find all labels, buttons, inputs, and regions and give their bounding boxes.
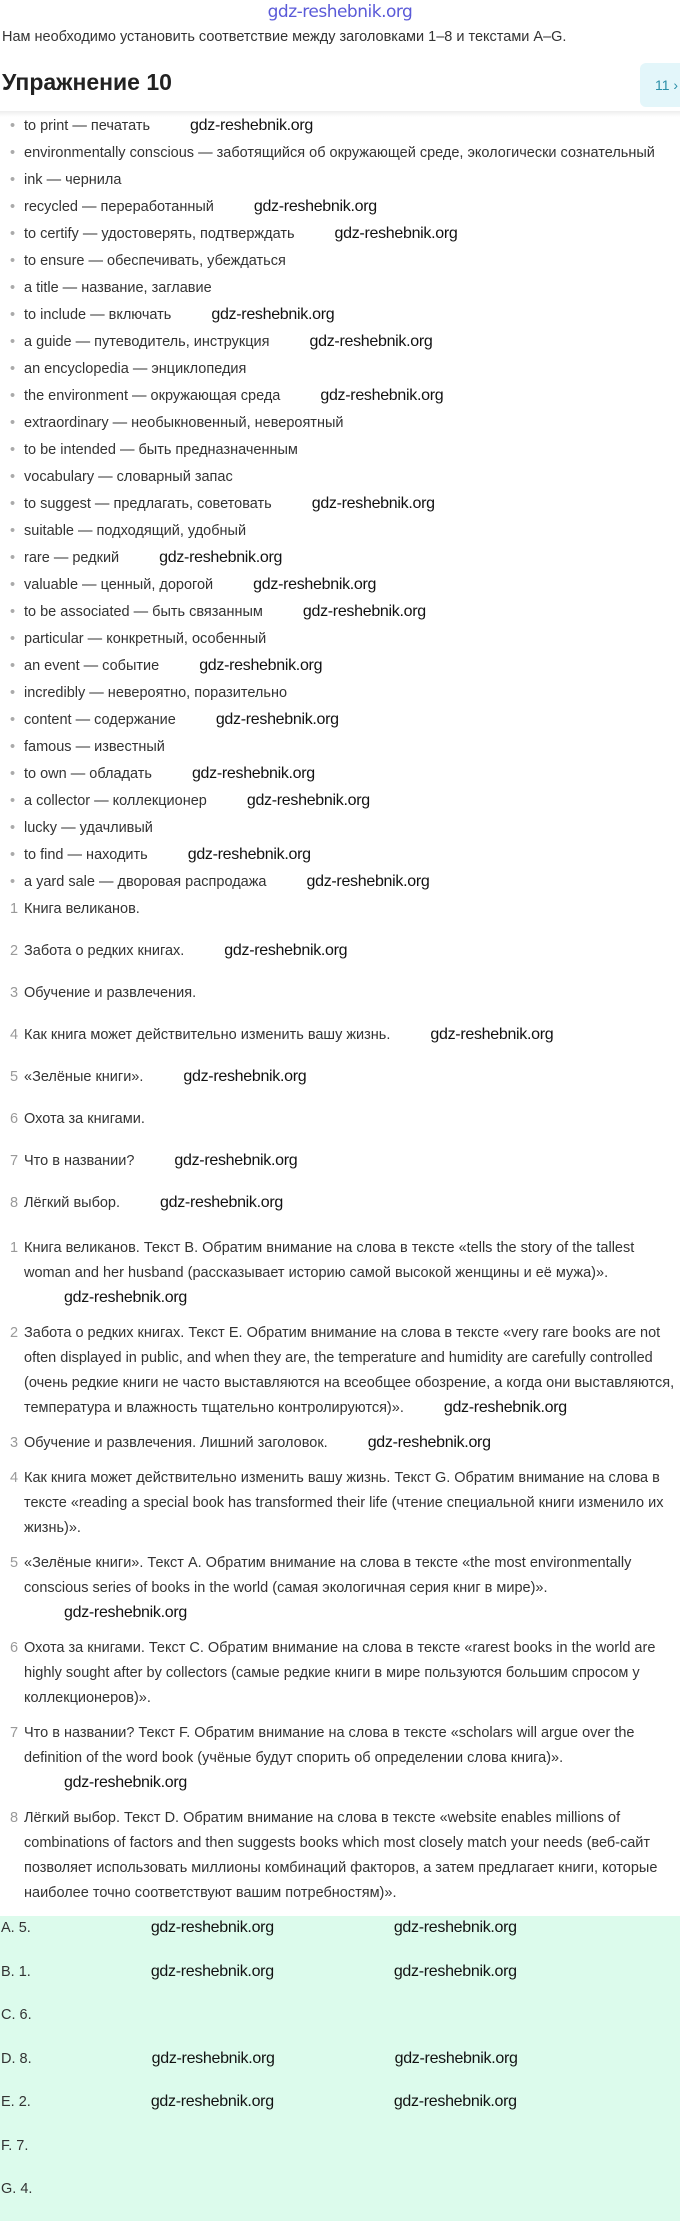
vocab-item: • a collector — коллекционер gdz-reshebnik.org [10, 792, 660, 811]
explanation-number: 5 [10, 1555, 19, 1571]
vocab-item [10, 468, 660, 487]
explanation-text: Книга великанов. Текст B. Обратим внимание на слова в тексте «tells the story of the tallest woman and her husband (рассказывает историю самой высокой женщины и её мужа)». [24, 1240, 635, 1281]
vocab-text: to be associated — быть связанным [24, 604, 263, 620]
vocab-text: recycled — переработанный [24, 199, 214, 215]
vocab-text: suitable — подходящий, удобный [24, 523, 247, 539]
explanation-text: Забота о редких книгах. Текст E. Обратим внимание на слова в тексте «very rare books are not often displayed in public, and when they are, the temperature and humidity are carefully controlled (очень редкие книги не часто выставляются на всеобщее обозрение, а когда они выставляются, температура и влажность тщательно контролируются)». [24, 1325, 675, 1416]
heading-number: 5 [10, 1069, 19, 1085]
heading-item [10, 900, 670, 942]
vocab-text: extraordinary — необыкновенный, невероятный [24, 415, 344, 431]
explanation-text: Что в названии? Текст F. Обратим внимание на слова в тексте «scholars will argue over the definition of the word book (учёные будут спорить об определении слова книга)». [24, 1725, 635, 1766]
headings-list [10, 900, 670, 1236]
vocab-item [10, 360, 660, 379]
heading-item: 7 Что в названии? gdz-reshebnik.org [10, 1152, 298, 1169]
vocab-text: to own — обладать [24, 766, 152, 782]
vocab-text: an event — событие [24, 658, 160, 674]
answer-item: A. 5. gdz-reshebnik.org gdz-reshebnik.org [1, 1919, 517, 1936]
heading-text: Забота о редких книгах. [24, 943, 185, 959]
vocab-item: • rare — редкий gdz-reshebnik.org [10, 549, 660, 568]
explanations-list [10, 1236, 675, 1906]
answer-text: B. 1. [1, 1963, 31, 1980]
heading-number: 8 [10, 1195, 19, 1211]
vocab-item: • the environment — окружающая среда gdz-reshebnik.org [10, 387, 660, 406]
heading-text: «Зелёные книги». [24, 1069, 144, 1085]
vocab-text: to suggest — предлагать, советовать [24, 496, 272, 512]
explanation-number: 7 [10, 1725, 19, 1741]
vocab-item: • to suggest — предлагать, советовать gdz-reshebnik.org [10, 495, 660, 514]
vocab-item [10, 144, 660, 163]
heading-number: 2 [10, 943, 19, 959]
heading-number: 4 [10, 1027, 19, 1043]
explanation-number: 2 [10, 1325, 19, 1341]
explanation-item: 5 «Зелёные книги». Текст A. Обратим внимание на слова в тексте «the most environmentally conscious series of books in the world (самая экологичная серия книг в мире)».gdz-reshebnik.org [10, 1551, 675, 1626]
vocab-item [10, 279, 660, 298]
vocab-text: to be intended — быть предназначенным [24, 442, 298, 458]
vocab-item [10, 441, 660, 460]
task-intro: Нам необходимо установить соответствие между заголовками 1–8 и текстами A–G. [2, 29, 567, 45]
heading-number: 7 [10, 1153, 19, 1169]
heading-item: 4 Как книга может действительно изменить вашу жизнь. gdz-reshebnik.org [10, 1026, 554, 1043]
explanation-number: 3 [10, 1435, 19, 1451]
vocab-item: • a guide — путеводитель, инструкция gdz-reshebnik.org [10, 333, 660, 352]
vocab-text: the environment — окружающая среда [24, 388, 281, 404]
vocab-item: • content — содержание gdz-reshebnik.org [10, 711, 660, 730]
vocab-text: rare — редкий [24, 550, 120, 566]
heading-item [10, 1110, 670, 1152]
explanation-text: «Зелёные книги». Текст A. Обратим внимание на слова в тексте «the most environmentally conscious series of books in the world (самая экологичная серия книг в мире)». [24, 1555, 632, 1596]
answer-text: G. 4. [1, 2181, 33, 2197]
explanation-item [10, 1636, 675, 1711]
vocab-text: to find — находить [24, 847, 148, 863]
vocab-item [10, 630, 660, 649]
answer-text: A. 5. [1, 1920, 31, 1936]
vocab-item: • a yard sale — дворовая распродажа gdz-reshebnik.org [10, 873, 660, 892]
vocab-item [10, 684, 660, 703]
next-exercise-button[interactable]: 11 › [640, 63, 680, 107]
explanation-text: Обучение и развлечения. Лишний заголовок. [24, 1435, 328, 1451]
vocab-text: ink — чернила [24, 172, 122, 188]
vocab-text: to print — печатать [24, 118, 151, 134]
vocab-item: • recycled — переработанный gdz-reshebnik.org [10, 198, 660, 217]
vocab-item: • to certify — удостоверять, подтверждать gdz-reshebnik.org [10, 225, 660, 244]
title-row [0, 63, 680, 111]
vocab-text: famous — известный [24, 739, 165, 755]
vocab-item: • to find — находить gdz-reshebnik.org [10, 846, 660, 865]
explanation-text: Лёгкий выбор. Текст D. Обратим внимание на слова в тексте «website enables millions of combinations of factors and then suggests books which most closely match your needs (веб-сайт позволяет использовать миллионы комбинаций факторов, а затем предлагает книги, которые наиболее точно соответствуют вашим потребностям)». [24, 1810, 658, 1901]
explanation-text: Как книга может действительно изменить вашу жизнь. Текст G. Обратим внимание на слова в тексте «reading a special book has transformed their life (чтение специальной книги изменило их жизнь)». [24, 1470, 664, 1536]
page-title: Упражнение 10 [2, 69, 172, 95]
explanation-item: 3 Обучение и развлечения. Лишний заголовок. gdz-reshebnik.org [10, 1431, 675, 1456]
vocab-item [10, 414, 660, 433]
vocab-text: to certify — удостоверять, подтверждать [24, 226, 295, 242]
heading-item: 5 «Зелёные книги». gdz-reshebnik.org [10, 1068, 307, 1085]
vocab-text: valuable — ценный, дорогой [24, 577, 214, 593]
explanation-text: Охота за книгами. Текст C. Обратим внимание на слова в тексте «rarest books in the world are highly sought after by collectors (самые редкие книги в мире пользуются большим спросом у коллекционеров)». [24, 1640, 656, 1706]
answer-box [0, 1916, 680, 2221]
heading-text: Обучение и развлечения. [24, 985, 197, 1001]
vocab-item: • to own — обладать gdz-reshebnik.org [10, 765, 660, 784]
answer-item [0, 2003, 680, 2047]
answer-item: B. 1. gdz-reshebnik.org gdz-reshebnik.org [1, 1962, 517, 1980]
heading-number: 6 [10, 1111, 19, 1127]
explanation-item [10, 1806, 675, 1906]
vocab-item: • to print — печатать gdz-reshebnik.org [10, 117, 660, 136]
vocab-item [10, 252, 660, 271]
vocab-item [10, 171, 660, 190]
heading-item [10, 984, 670, 1026]
vocab-text: particular — конкретный, особенный [24, 631, 267, 647]
vocab-item: • valuable — ценный, дорогой gdz-reshebnik.org [10, 576, 660, 595]
vocab-text: content — содержание [24, 712, 176, 728]
vocab-text: a collector — коллекционер [24, 793, 207, 809]
vocab-text: a guide — путеводитель, инструкция [24, 334, 270, 350]
heading-text: Охота за книгами. [24, 1111, 145, 1127]
answer-item [0, 2177, 680, 2221]
vocab-text: to ensure — обеспечивать, убеждаться [24, 253, 286, 269]
vocab-text: to include — включать [24, 307, 172, 323]
heading-text: Лёгкий выбор. [24, 1195, 121, 1211]
vocabulary-list [10, 117, 660, 892]
vocab-item [10, 738, 660, 757]
heading-text: Книга великанов. [24, 901, 140, 917]
heading-text: Как книга может действительно изменить вашу жизнь. [24, 1027, 391, 1043]
vocab-item: • to include — включать gdz-reshebnik.org [10, 306, 660, 325]
explanation-number: 1 [10, 1240, 19, 1256]
vocab-text: a title — название, заглавие [24, 280, 212, 296]
explanation-item: 2 Забота о редких книгах. Текст E. Обратим внимание на слова в тексте «very rare books are not often displayed in public, and when they are, the temperature and humidity are carefully controlled (очень редкие книги не часто выставляются на всеобщее обозрение, а когда они выставляются, температура и влажность тщательно контролируются)». gdz-reshebnik.org [10, 1321, 675, 1421]
explanation-number: 4 [10, 1470, 19, 1486]
watermark-top: gdz-reshebnik.org [267, 2, 413, 22]
vocab-item [10, 522, 660, 541]
answer-item [0, 2134, 680, 2178]
vocab-text: a yard sale — дворовая распродажа [24, 874, 267, 890]
heading-item: 2 Забота о редких книгах. gdz-reshebnik.org [10, 942, 348, 959]
vocab-item: • an event — событие gdz-reshebnik.org [10, 657, 660, 676]
answer-text: C. 6. [1, 2007, 32, 2023]
vocab-text: lucky — удачливый [24, 820, 153, 836]
next-exercise-label: 11 [655, 77, 670, 93]
answer-text: E. 2. [1, 2094, 31, 2110]
explanation-item: 1 Книга великанов. Текст B. Обратим внимание на слова в тексте «tells the story of the tallest woman and her husband (рассказывает историю самой высокой женщины и её мужа)».gdz-reshebnik.org [10, 1236, 675, 1311]
vocab-item [10, 819, 660, 838]
answer-text: F. 7. [1, 2137, 29, 2154]
vocab-text: vocabulary — словарный запас [24, 469, 233, 485]
explanation-item: 7 Что в названии? Текст F. Обратим внимание на слова в тексте «scholars will argue over the definition of the word book (учёные будут спорить об определении слова книга)».gdz-reshebnik.org [10, 1721, 675, 1796]
vocab-text: an encyclopedia — энциклопедия [24, 361, 247, 377]
heading-text: Что в названии? [24, 1153, 135, 1169]
answer-item: E. 2. gdz-reshebnik.org gdz-reshebnik.org [1, 2093, 517, 2110]
heading-item: 8 Лёгкий выбор. gdz-reshebnik.org [10, 1194, 284, 1211]
vocab-item: • to be associated — быть связанным gdz-reshebnik.org [10, 603, 660, 622]
vocab-text: incredibly — невероятно, поразительно [24, 685, 288, 701]
heading-number: 3 [10, 985, 19, 1001]
vocab-text: environmentally conscious — заботящийся об окружающей среде, экологически сознательный [24, 145, 655, 161]
explanation-number: 6 [10, 1640, 19, 1656]
answer-text: D. 8. [1, 2050, 32, 2067]
answer-item: D. 8. gdz-reshebnik.org gdz-reshebnik.org [1, 2049, 518, 2067]
explanation-item [10, 1466, 675, 1541]
heading-number: 1 [10, 901, 19, 917]
explanation-number: 8 [10, 1810, 19, 1826]
